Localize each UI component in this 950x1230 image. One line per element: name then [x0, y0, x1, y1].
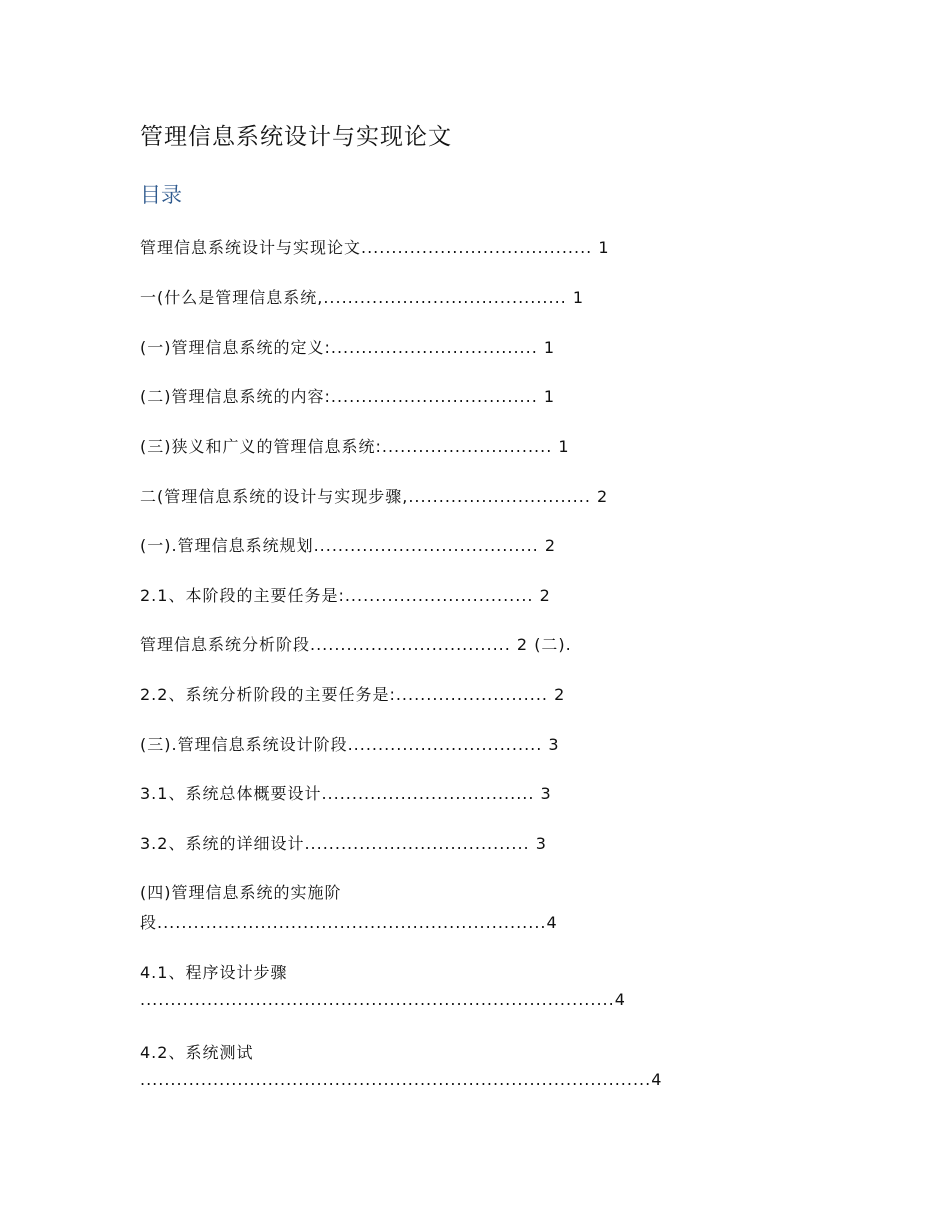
toc-entry[interactable]: (三)狭义和广义的管理信息系统:............................ 1	[140, 437, 570, 456]
toc-entry[interactable]: 管理信息系统设计与实现论文...................................... 1	[140, 238, 610, 257]
toc-entry[interactable]: 3.1、系统总体概要设计................................... 3	[140, 784, 552, 803]
toc-entry[interactable]: 管理信息系统分析阶段................................. 2 (二).	[140, 635, 572, 654]
toc-entry[interactable]: (一)管理信息系统的定义:.................................. 1	[140, 338, 556, 357]
toc-entry[interactable]: 一(什么是管理信息系统,........................................ 1	[140, 288, 585, 307]
toc-entry[interactable]: 2.2、系统分析阶段的主要任务是:......................... 2	[140, 685, 566, 704]
toc-entry[interactable]: 3.2、系统的详细设计..................................... 3	[140, 834, 547, 853]
toc-entry-part[interactable]: ..............................................................................4	[140, 990, 626, 1009]
toc-entry[interactable]: (一).管理信息系统规划..................................... 2	[140, 536, 557, 555]
toc-heading: 目录	[140, 183, 182, 207]
toc-entry[interactable]: (三).管理信息系统设计阶段................................ 3	[140, 735, 560, 754]
toc-entry-part[interactable]: (四)管理信息系统的实施阶	[140, 883, 342, 902]
toc-entry-part[interactable]: ....................................................................................4	[140, 1070, 663, 1089]
toc-entry-part[interactable]: 段................................................................4	[140, 913, 558, 932]
toc-entry[interactable]: 2.1、本阶段的主要任务是:............................... 2	[140, 586, 551, 605]
toc-entry[interactable]: 二(管理信息系统的设计与实现步骤,.............................. 2	[140, 487, 609, 506]
toc-entry-part[interactable]: 4.1、程序设计步骤	[140, 963, 288, 982]
document-title: 管理信息系统设计与实现论文	[140, 124, 452, 150]
toc-entry-part[interactable]: 4.2、系统测试	[140, 1043, 254, 1062]
toc-entry[interactable]: (二)管理信息系统的内容:.................................. 1	[140, 387, 556, 406]
